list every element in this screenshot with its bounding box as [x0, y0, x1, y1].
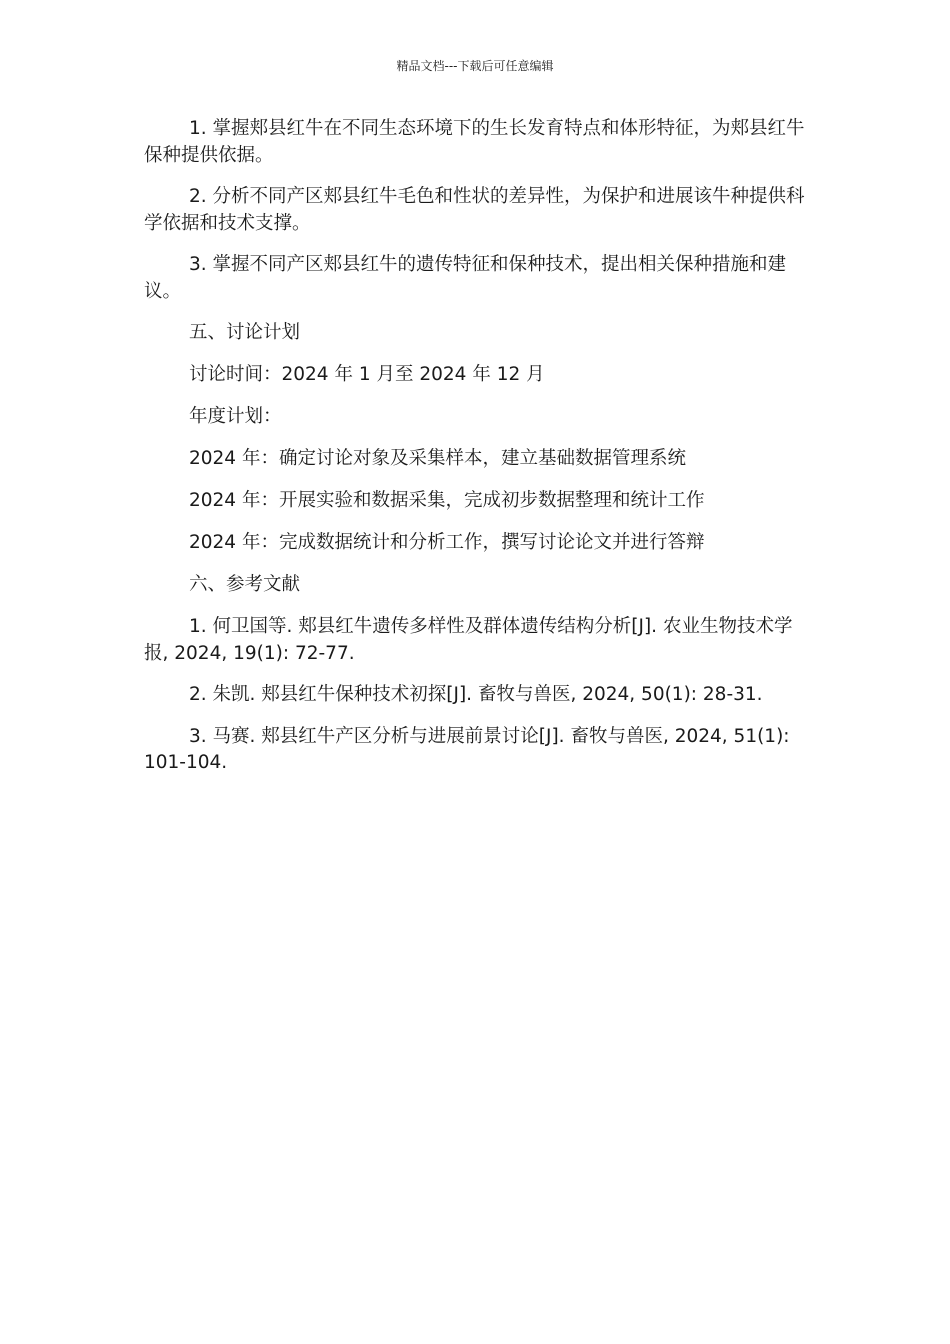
section-heading-references: 六、参考文献 [189, 574, 301, 595]
page-header: 精品文档---下载后可任意编辑 [396, 59, 554, 73]
objective-item: 2. 分析不同产区郏县红牛毛色和性状的差异性，为保护和进展该牛种提供科学依据和技术支撑。 [144, 186, 805, 234]
section-heading-plan: 五、讨论计划 [189, 322, 301, 343]
plan-item: 2024 年：开展实验和数据采集，完成初步数据整理和统计工作 [189, 490, 705, 511]
reference-item: 2. 朱凯. 郏县红牛保种技术初探[J]. 畜牧与兽医, 2024, 50(1): 28-31. [189, 684, 763, 705]
annual-plan-label: 年度计划： [189, 406, 282, 427]
plan-time: 讨论时间：2024 年 1 月至 2024 年 12 月 [189, 364, 545, 385]
plan-item: 2024 年：完成数据统计和分析工作，撰写讨论论文并进行答辩 [189, 532, 705, 553]
reference-item: 1. 何卫国等. 郏县红牛遗传多样性及群体遗传结构分析[J]. 农业生物技术学报, 2024, 19(1): 72-77. [144, 616, 793, 664]
document-body [144, 116, 806, 792]
plan-item: 2024 年：确定讨论对象及采集样本，建立基础数据管理系统 [189, 448, 686, 469]
reference-item: 3. 马赛. 郏县红牛产区分析与进展前景讨论[J]. 畜牧与兽医, 2024, 51(1): 101-104. [144, 725, 790, 773]
objective-item: 3. 掌握不同产区郏县红牛的遗传特征和保种技术，提出相关保种措施和建议。 [144, 254, 787, 302]
objective-item: 1. 掌握郏县红牛在不同生态环境下的生长发育特点和体形特征，为郏县红牛保种提供依据。 [144, 118, 805, 166]
